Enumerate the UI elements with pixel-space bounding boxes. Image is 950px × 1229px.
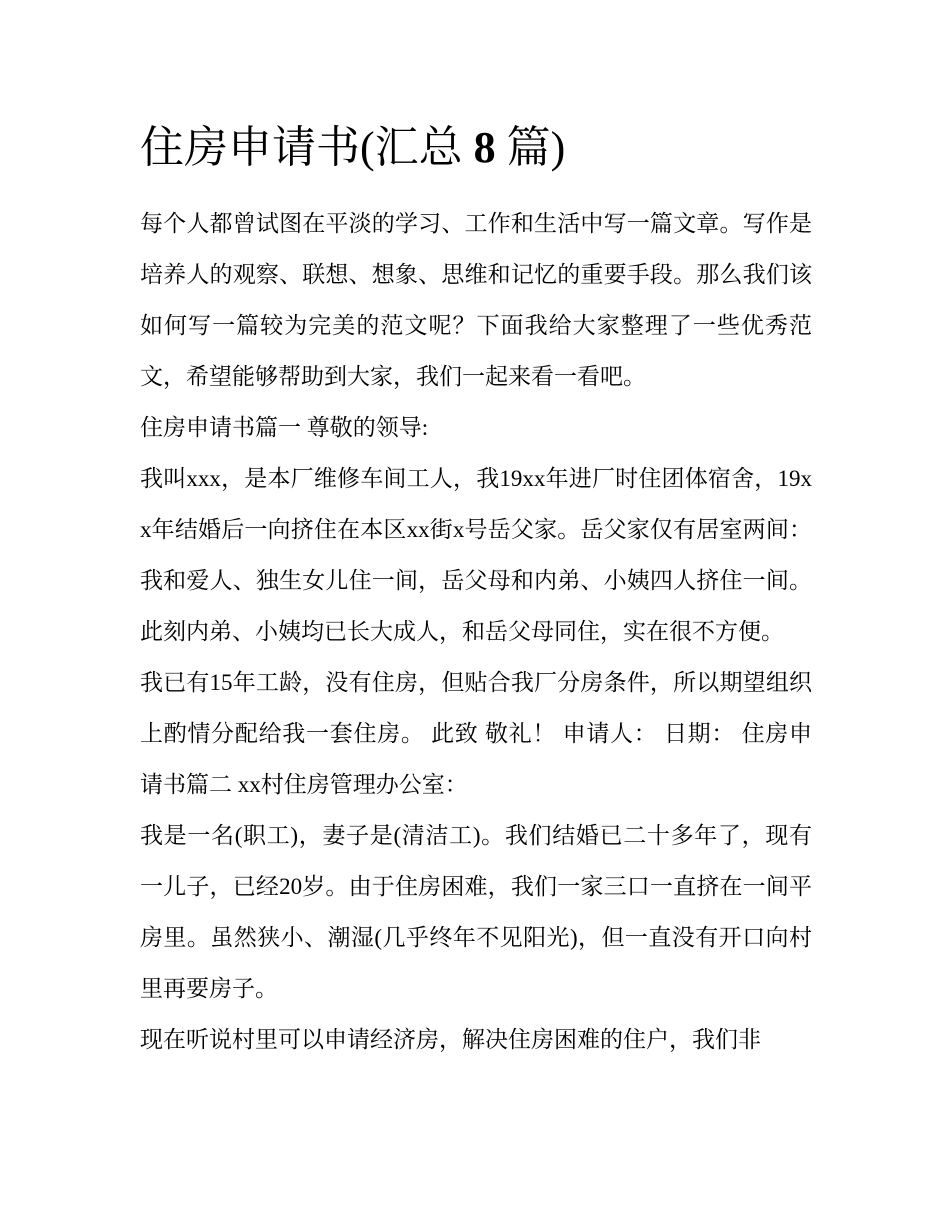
paragraph-intro: 每个人都曾试图在平淡的学习、工作和生活中写一篇文章。写作是培养人的观察、联想、想象、思维和记忆的重要手段。那么我们该如何写一篇较为完美的范文呢？下面我给大家整理了一些优秀范文，希望能够帮助到大家，我们一起来看一看吧。 [140, 211, 812, 389]
title-text: 住房申请书(汇总 [140, 123, 463, 172]
paragraph-letter-two-body: 我是一名(职工)，妻子是(清洁工)。我们结婚已二十多年了，现有一儿子，已经20岁。由于住房困难，我们一家三口一直挤在一间平房里。虽然狭小、潮湿(几乎终年不见阳光)，但一直没有开口向村里再要房子。 [140, 823, 812, 1001]
paragraph-letter-one-body: 我叫xxx，是本厂维修车间工人，我19xx年进厂时住团体宿舍，19xx年结婚后一向挤住在本区xx街x号岳父家。岳父家仅有居室两间：我和爱人、独生女儿住一间，岳父母和内弟、小姨四人挤住一间。此刻内弟、小姨均已长大成人，和岳父母同住，实在很不方便。 [140, 466, 812, 644]
paragraph-letter-one-heading: 住房申请书篇一 尊敬的领导: [140, 415, 429, 440]
title-number: 8 [473, 123, 496, 172]
paragraph-letter-one-closing: 我已有15年工龄，没有住房，但贴合我厂分房条件，所以期望组织上酌情分配给我一套住房。 此致 敬礼！ 申请人： 日期： 住房申请书篇二 xx村住房管理办公室： [140, 670, 812, 797]
paragraph-letter-two-continued: 现在听说村里可以申请经济房，解决住房困难的住户，我们非 [140, 1027, 761, 1052]
document-title [140, 112, 820, 184]
document-body [140, 198, 812, 1065]
title-suffix: 篇) [506, 123, 566, 172]
